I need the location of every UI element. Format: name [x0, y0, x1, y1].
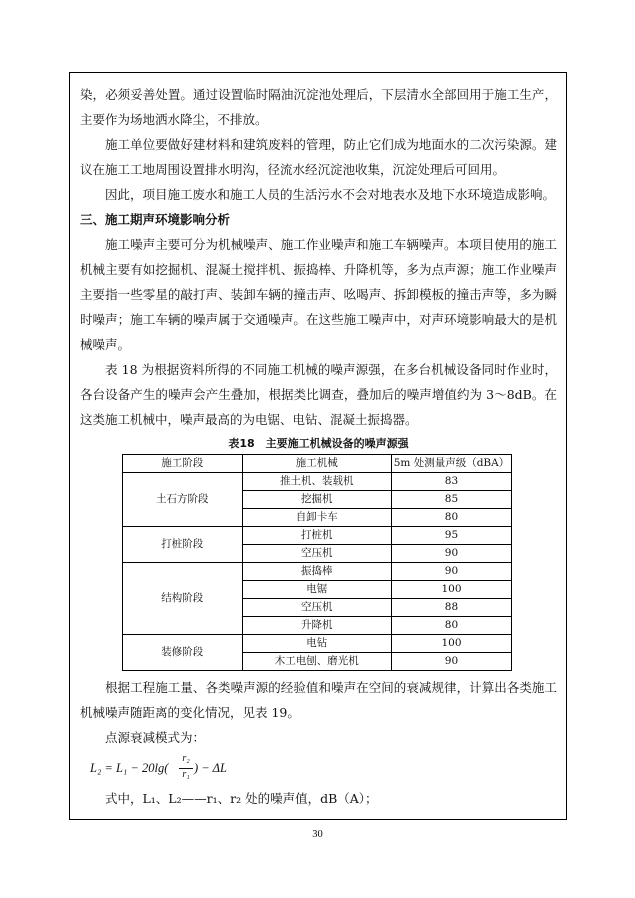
table-row	[123, 527, 512, 545]
formula-rhs: ) − ΔL	[194, 761, 227, 775]
paragraph-attenuation-intro: 根据工程施工量、各类噪声源的经验值和噪声在空间的衰减规律，计算出各类施工机械噪声随距离的变化情况，见表 19。	[80, 680, 557, 720]
stage-cell: 土石方阶段	[123, 473, 243, 527]
machine-cell: 挖掘机	[242, 491, 391, 509]
formula-numerator: r₂	[182, 753, 190, 764]
attenuation-formula	[90, 752, 557, 786]
table-row	[123, 563, 512, 581]
machine-cell: 打桩机	[242, 527, 391, 545]
document-body	[80, 82, 557, 811]
level-cell: 95	[391, 527, 511, 545]
noise-source-table	[122, 454, 512, 671]
machine-cell: 木工电刨、磨光机	[242, 653, 391, 671]
header-level: 5m 处测量声级（dBA）	[391, 455, 511, 473]
level-cell: 83	[391, 473, 511, 491]
machine-cell: 空压机	[242, 599, 391, 617]
machine-cell: 推土机、装载机	[242, 473, 391, 491]
paragraph-table-intro: 表 18 为根据资料所得的不同施工机械的噪声源强，在多台机械设备同时作业时，各台设备产生的噪声会产生叠加，根据类比调查，叠加后的噪声增值约为 3～8dB。在这类施工机械中，噪声最高的为电锯、电钻、混凝土振捣器。	[80, 362, 557, 427]
paragraph-material-management: 施工单位要做好建材料和建筑废料的管理，防止它们成为地面水的二次污染源。建议在施工工地周围设置排水明沟，径流水经沉淀池收集，沉淀处理后可回用。	[80, 137, 557, 177]
page-number: 30	[312, 829, 323, 840]
level-cell: 85	[391, 491, 511, 509]
formula-denominator: r₁	[182, 769, 190, 780]
level-cell: 100	[391, 581, 511, 599]
machine-cell: 自卸卡车	[242, 509, 391, 527]
header-stage: 施工阶段	[123, 455, 243, 473]
machine-cell: 空压机	[242, 545, 391, 563]
machine-cell: 电锯	[242, 581, 391, 599]
header-machine: 施工机械	[242, 455, 391, 473]
stage-cell: 打桩阶段	[123, 527, 243, 563]
table-row	[123, 635, 512, 653]
paragraph-wastewater-treatment: 染，必须妥善处置。通过设置临时隔油沉淀池处理后，下层清水全部回用于施工生产，主要作为场地洒水降尘，不排放。	[80, 87, 557, 127]
level-cell: 88	[391, 599, 511, 617]
paragraph-variable-definition: 式中，L₁、L₂——r₁、r₂ 处的噪声值，dB（A）；	[105, 791, 378, 806]
level-cell: 100	[391, 635, 511, 653]
machine-cell: 升降机	[242, 617, 391, 635]
machine-cell: 电钻	[242, 635, 391, 653]
table-row	[123, 473, 512, 491]
level-cell: 80	[391, 617, 511, 635]
machine-cell: 振捣棒	[242, 563, 391, 581]
stage-cell: 结构阶段	[123, 563, 243, 635]
table-caption: 表18 主要施工机械设备的噪声源强	[228, 437, 409, 450]
section-heading-noise: 三、施工期声环境影响分析	[80, 212, 231, 227]
paragraph-noise-sources: 施工噪声主要可分为机械噪声、施工作业噪声和施工车辆噪声。本项目使用的施工机械主要有如挖掘机、混凝土搅拌机、振捣棒、升降机等，多为点声源；施工作业噪声主要指一些零星的敲打声、装卸车辆的撞击声、吆喝声、拆卸模板的撞击声等，多为瞬时噪声；施工车辆的噪声属于交通噪声。在这些施工噪声中，对声环境影响最大的是机械噪声。	[80, 237, 557, 352]
level-cell: 90	[391, 563, 511, 581]
paragraph-conclusion-water: 因此，项目施工废水和施工人员的生活污水不会对地表水及地下水环境造成影响。	[105, 187, 556, 202]
level-cell: 90	[391, 653, 511, 671]
paragraph-point-source: 点源衰减模式为：	[105, 730, 206, 745]
table-header-row	[123, 455, 512, 473]
formula-lhs: L₂ = L₁ − 20lg(	[90, 761, 169, 775]
level-cell: 80	[391, 509, 511, 527]
stage-cell: 装修阶段	[123, 635, 243, 671]
level-cell: 90	[391, 545, 511, 563]
